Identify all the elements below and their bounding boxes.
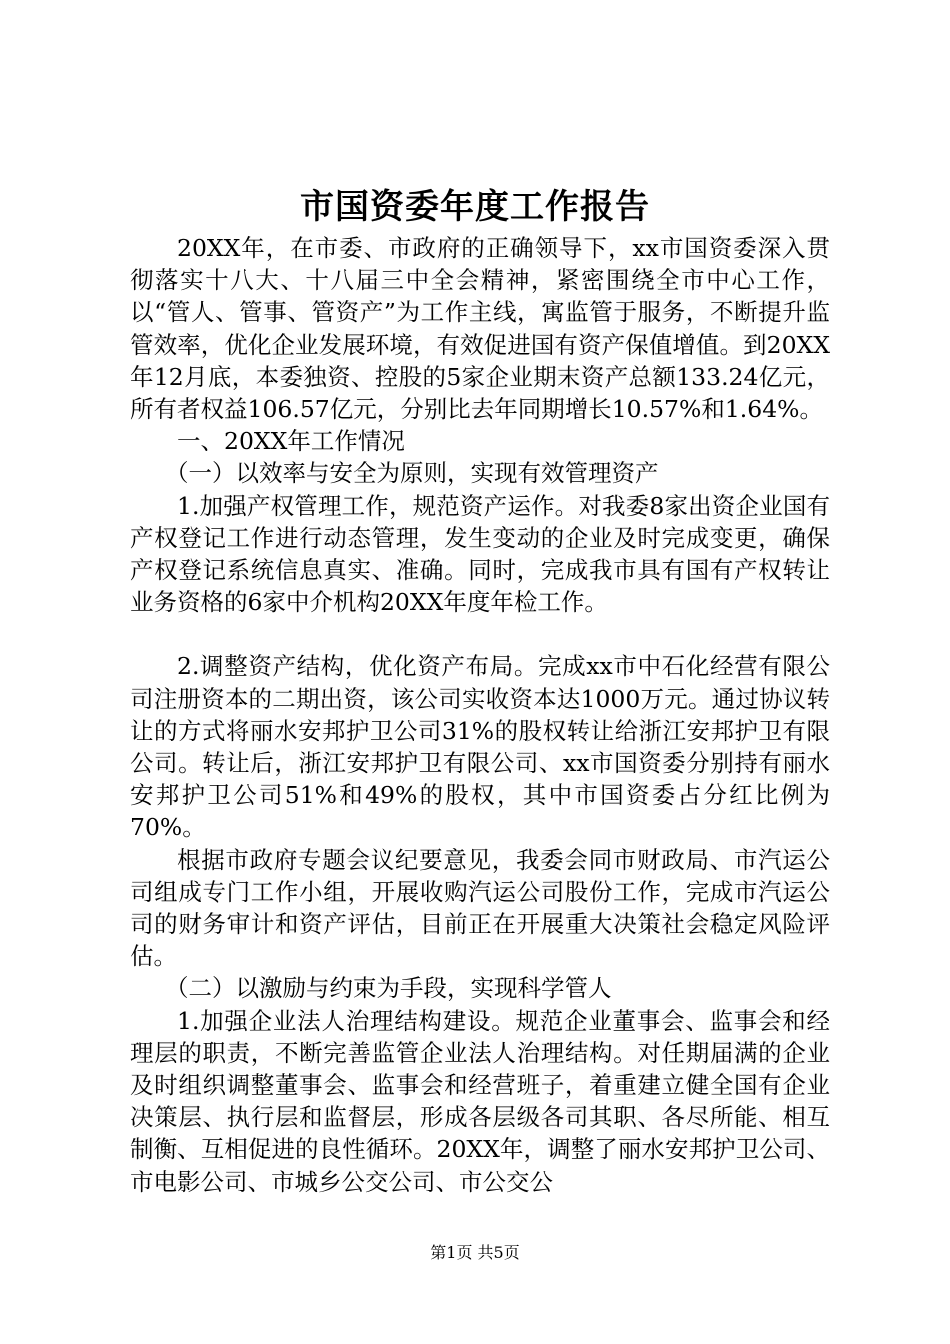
subsection-heading-2: （二）以激励与约束为手段，实现科学管人 [165,974,612,1003]
paragraph-acquisition: 根据市政府专题会议纪要意见，我委会同市财政局、市汽运公司组成专门工作小组，开展收购汽运公司股份工作，完成市汽运公司的财务审计和资产评估，目前正在开展重大决策社会稳定风险评估。 [130,845,830,971]
document-title: 市国资委年度工作报告 [300,187,650,227]
subsection-heading-1: （一）以效率与安全为原则，实现有效管理资产 [165,459,659,488]
paragraph-governance: 1.加强企业法人治理结构建设。规范企业董事会、监事会和经理层的职责，不断完善监管企业法人治理结构。对任期届满的企业及时组织调整董事会、监事会和经营班子，着重建立健全国有企业决策层、执行层和监督层，形成各层级各司其职、各尽所能、相互制衡、互相促进的良性循环。20XX年，调整了丽水安邦护卫公司、市电影公司、市城乡公交公司、市公交公 [130,1006,830,1196]
paragraph-property-rights: 1.加强产权管理工作，规范资产运作。对我委8家出资企业国有产权登记工作进行动态管理，发生变动的企业及时完成变更，确保产权登记系统信息真实、准确。同时，完成我市具有国有产权转让业务资格的6家中介机构20XX年度年检工作。 [130,491,830,617]
paragraph-asset-structure: 2.调整资产结构，优化资产布局。完成xx市中石化经营有限公司注册资本的二期出资，该公司实收资本达1000万元。通过协议转让的方式将丽水安邦护卫公司31%的股权转让给浙江安邦护卫有限公司。转让后，浙江安邦护卫有限公司、xx市国资委分别持有丽水安邦护卫公司51%和49%的股权，其中市国资委占分红比例为70%。 [130,652,830,842]
section-heading-1: 一、20XX年工作情况 [177,427,405,456]
document-body [130,232,830,1198]
page-number-footer: 第1页 共5页 [430,1243,520,1262]
intro-paragraph: 20XX年，在市委、市政府的正确领导下，xx市国资委深入贯彻落实十八大、十八届三中全会精神，紧密围绕全市中心工作，以“管人、管事、管资产”为工作主线，寓监管于服务，不断提升监管效率，优化企业发展环境，有效促进国有资产保值增值。到20XX年12月底，本委独资、控股的5家企业期末资产总额133.24亿元，所有者权益106.57亿元，分别比去年同期增长10.57%和1.64%。 [130,234,830,424]
